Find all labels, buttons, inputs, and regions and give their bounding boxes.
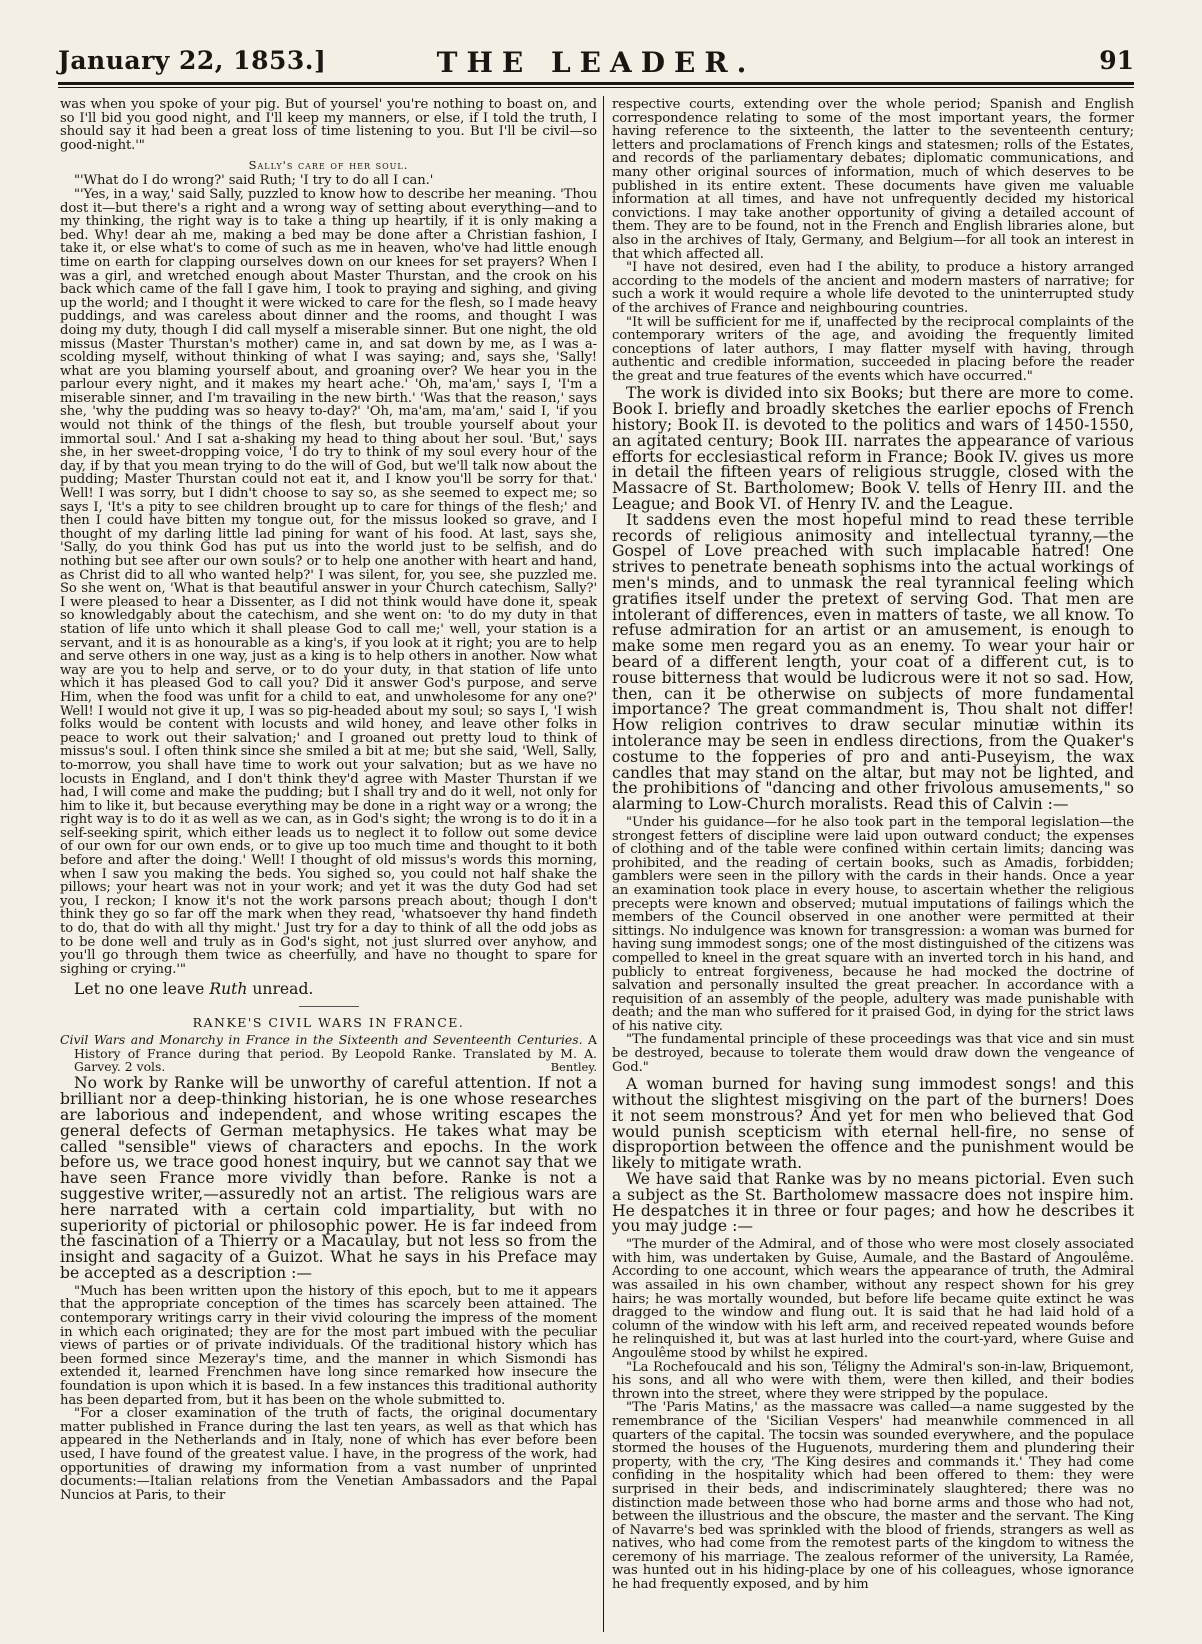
preface-quote-2: "For a closer examination of the truth of facts, the original documentary matter published in France during the last ten years, as well as that which has appeared in the Netherlands and in Italy, none of which has ever before been used, I have found of the greatest value. I have, in the progress of the work, had opportunities of drawing my information from a vast number of unprinted documents:—Italian relations from the Venetian Ambassadors and the Papal Nuncios at Paris, to their xyxy=(60,1406,597,1503)
preface-quote-4: "It will be sufficient for me if, unaffected by the reciprocal complaints of the contemporary writers of the age, and avoiding the frequently limited conceptions of later authors, I may flatter myself with having, through authentic and credible information, succeeded in placing before the reader the great and true features of the events which have occurred." xyxy=(612,314,1134,384)
issue-date: January 22, 1853.] xyxy=(58,46,327,75)
preface-quote-3: "I have not desired, even had I the ability, to produce a history arranged according to the models of the ancient and modern masters of narrative; for such a work it would require a whole life devoted to the uninterrupted study of the archives of France and neighbouring countries. xyxy=(612,260,1134,316)
article-heading-ranke: RANKE'S CIVIL WARS IN FRANCE. xyxy=(192,1015,465,1031)
preface-quote-continued: respective courts, extending over the whole period; Spanish and English correspondence relating to some of the most important years, the former having reference to the sixteenth, the latter to the seventeenth century; letters and proclamations of French kings and statesmen; rolls of the Estates, and records of the parliamentary debates; diplomatic communications, and many other original sources of information, much of which deserves to be published in its entire extent. These documents have given me valuable information at all times, and have not unfrequently decided my historical convictions. I may take another opportunity of giving a detailed account of them. They are to be found, not in the French and English libraries alone, but also in the archives of Italy, Germany, and Belgium—for all took an interest in that which affected all. xyxy=(612,98,1134,262)
left-column xyxy=(60,98,597,1635)
calvin-quote-2: "The fundamental principle of these proceedings was that vice and sin must be destroyed, because to tolerate them would draw down the vengeance of God." xyxy=(612,1032,1134,1075)
burned-woman-paragraph: A woman burned for having sung immodest songs! and this without the slightest misgiving on the part of the burners! Does it not seem monstrous? And yet for men who believed that God would punish scepticism with eternal hell-fire, no sense of disproportion between the offence and the punishment would be likely to mitigate wrath. xyxy=(612,1075,1134,1173)
article-separator xyxy=(299,1006,359,1007)
massacre-quote-3: "The 'Paris Matins,' as the massacre was called—a name suggested by the remembrance of the 'Sicilian Vespers' had meanwhile commenced in all quarters of the capital. The tocsin was sounded everywhere, and the populace stormed the houses of the Huguenots, murdering them and plundering their property, with the cry, 'The King desires and commands it.' They had come confiding in the hospitality which had been offered to them: they were surprised in their beds, and indiscriminately slaughtered; there was no distinction made between those who had borne arms and those who had not, between the illustrious and the obscure, the master and the servant. The King of Navarre's bed was sprinkled with the blood of friends, strangers as well as natives, who had come from the remotest parts of the kingdom to witness the ceremony of his marriage. The zealous reformer of the university, La Ramée, was hunted out in his hiding-place by one of his colleagues, whose ignorance he had frequently exposed, and by him xyxy=(612,1400,1134,1593)
book-citation: Civil Wars and Monarchy in France in the Sixteenth and Seventeenth Centuries. A History of France during that period. By Leopold Ranke. Translated by M. A. Garvey. 2 vols. xyxy=(60,1032,597,1075)
review-intro-paragraph: No work by Ranke will be unworthy of careful attention. If not a brilliant nor a deep-thinking historian, he is one whose researches are laborious and independent, and whose writing escapes the general defects of German metaphysics. He takes what may be called "sensible" views of characters and epochs. In the work before us, we trace good honest inquiry, but we cannot say that we have seen France more vividly than before. Ranke is not a suggestive writer,—assuredly not an artist. The religious wars are here narrated with a certain cold impartiality, but with no superiority of pictorial or philosophic power. He is far indeed from the fascination of a Thierry or a Macaulay, but not less so from the insight and sagacity of a Guizot. What he says in his Preface may be accepted as a description :— xyxy=(60,1074,597,1282)
column-divider xyxy=(603,96,604,1632)
ruth-question-paragraph: "'What do I do wrong?' said Ruth; 'I try to do all I can.' xyxy=(74,173,434,189)
massacre-quote-2: "La Rochefoucald and his son, Téligny the Admiral's son-in-law, Briquemont, his sons, and all who were with them, were then killed, and their bodies thrown into the street, where they were stripped by the populace. xyxy=(612,1359,1134,1402)
massacre-intro-paragraph: We have said that Ranke was by no means pictorial. Even such a subject as the St. Bartholomew massacre does not inspire him. He despatches it in three or four pages; and how he describes it you may judge :— xyxy=(612,1170,1134,1236)
ruth-recommendation: Let no one leave Ruth unread. xyxy=(74,980,314,999)
section-heading-sally: Sally's care of her soul. xyxy=(248,158,409,173)
books-summary-paragraph: The work is divided into six Books; but there are more to come. Book I. briefly and broadly sketches the earlier epochs of French history; Book II. is devoted to the politics and wars of 1450-1550, an agitated century; Book III. narrates the appearance of various efforts for ecclesiastical reform in France; Book IV. gives us more in detail the fifteen years of religious struggle, closed with the Massacre of St. Bartholomew; Book V. tells of Henry III. and the League; and Book VI. of Henry IV. and the League. xyxy=(612,384,1134,514)
calvin-quote-1: "Under his guidance—for he also took part in the temporal legislation—the strongest fetters of discipline were laid upon outward conduct; the expenses of clothing and of the table were confined within certain limits; dancing was prohibited, and the reading of certain books, such as Amadis, forbidden; gamblers were seen in the pillory with the cards in their hands. Once a year an examination took place in every house, to ascertain whether the religious precepts were known and observed; mutual imputations of failings which the members of the Council observed in one another were permitted at their sittings. No indulgence was known for transgression: a woman was burned for having sung immodest songs; one of the most distinguished of the citizens was compelled to kneel in the great square with an inverted torch in his hand, and publicly to entreat forgiveness, because he had mocked the doctrine of salvation and personally insulted the great preacher. In accordance with a requisition of an assembly of the people, adultery was made punishable with death; and the man who suffered for it praised God, in dying for the strict laws of his native city. xyxy=(612,814,1134,1034)
masthead-title: THE LEADER. xyxy=(436,46,756,79)
preface-quote-1: "Much has been written upon the history of this epoch, but to me it appears that the appropriate conception of the times has scarcely been attained. The contemporary writings carry in their vivid colouring the impress of the moment in which each originated; they are for the most part imbued with the peculiar views of parties or of private individuals. Of the traditional history which has been formed since Mezeray's time, and the manner in which Sismondi has extended it, learned Frenchmen have long since remarked how insecure the foundation is upon which it is based. In a few instances this traditional authority has been departed from, but it has been on the whole submitted to. xyxy=(60,1283,597,1408)
ruth-excerpt-end: was when you spoke of your pig. But of yoursel' you're nothing to boast on, and so I'll bid you good night, and I'll keep my manners, or else, if I told the truth, I should say it had been a great loss of time listening to you. But I'll be civil—so good-night.'" xyxy=(60,98,597,153)
right-column xyxy=(612,98,1134,1635)
page-header xyxy=(58,40,1134,79)
header-rule-thin xyxy=(58,87,1134,88)
header-rule-thick xyxy=(58,82,1134,85)
sally-answer-paragraph: "'Yes, in a way,' said Sally, puzzled to know how to describe her meaning. 'Thou dost it—but there's a right and a wrong way of setting about everything—and to my thinking, the right way is to take a thing up heartily, if it is only making a bed. Why! dear ah me, making a bed may be done after a Christian fashion, I take it, or else what's to come of such as me in heaven, who've had little enough time on earth for clapping ourselves down on our knees for set prayers? When I was a girl, and wretched enough about Master Thurstan, and the crook on his back which came of the fall I gave him, I took to praying and sighing, and giving up the world; and I thought it were wicked to care for the flesh, so I made heavy puddings, and was careless about dinner and the rooms, and thought I was doing my duty, though I did call myself a miserable sinner. But one night, the old missus (Master Thurstan's mother) came in, and sat down by me, as I was a-scolding myself, without thinking of what I was saying; and, says she, 'Sally! what are you blaming yourself about, and groaning over? We hear you in the parlour every night, and it makes my heart ache.' 'Oh, ma'am,' says I, 'I'm a miserable sinner, and I'm travailing in the new birth.' 'Was that the reason,' says she, 'why the pudding was so heavy to-day?' 'Oh, ma'am, ma'am,' said I, 'if you would not think of the things of the flesh, but trouble yourself about your immortal soul.' And I sat a-shaking my head to thing about her soul. 'But,' says she, in her sweet-dropping voice, 'I do try to think of my soul every hour of the day, if by that you mean trying to do the will of God, but we'll talk now about the pudding; Master Thurstan could not eat it, and I know you'll be sorry for that.' Well! I was sorry, but I didn't choose to say so, as she seemed to expect me; so says I, 'It's a pity to see children brought up to care for things of the flesh;' and then I could have bitten my tongue out, for the missus looked so grave, and I thought of my darling little lad pining for want of his food. At last, says she, 'Sally, do you think God has put us into the world just to be selfish, and do nothing but see after our own souls? or to help one another with heart and hand, as Christ did to all who wanted help?' I was silent, for, you see, she puzzled me. So she went on, 'What is that beautiful answer in your Church catechism, Sally?' I were pleased to hear a Dissenter, as I did not think would have done it, speak so knowledgably about the catechism, and she went on: 'to do my duty in that station of life unto which it shall please God to call me;' well, your station is a servant, and it is as honourable as a king's, if you look at it right; you are to help and serve others in one way, just as a king is to help others in another. Now what way are you to help and serve, or to do your duty, in that station of life unto which it has pleased God to call you? Did it answer God's purpose, and serve Him, when the food was unfit for a child to eat, and unwholesome for any one?' Well! I would not give it up, I was so pig-headed about my soul; so says I, 'I wish folks would be content with locusts and wild honey, and leave other folks in peace to work out their salvation;' and I groaned out pretty loud to think of missus's soul. I often think since she smiled a bit at me; but she said, 'Well, Sally, to-morrow, you shall have time to work out your salvation; but as we have no locusts in England, and I don't think they'd agree with Master Thurstan if we had, I will come and make the pudding; but I shall try and do it well, not only for him to like it, but because everything may be done in a right way or a wrong; the right way is to do it as well as we can, as in God's sight; the wrong is to do it in a self-seeking spirit, which either leads us to neglect it to follow out some device of our own for our own ends, or to give up too much time and thought to it both before and after the doing.' Well! I thought of old missus's words this morning, when I saw you making the beds. You sighed so, you could not half shake the pillows; your heart was not in your work; and yet it was the duty God had set you, I reckon; I know it's not the work parsons preach about; though I don't think they go so far off the mark when they read, 'whatsoever thy hand findeth to do, that do with all thy might.' Just try for a day to think of all the odd jobs as to be done well and truly as in God's sight, not just slurred over anyhow, and you'll go through them twice as cheerfully, and have no thought to spare for sighing or crying.'" xyxy=(60,186,597,977)
massacre-quote-1: "The murder of the Admiral, and of those who were most closely associated with him, was undertaken by Guise, Aumale, and the Bastard of Angoulême. According to one account, which wears the appearance of truth, the Admiral was assailed in his own chamber, without any respect shown for his grey hairs; he was mortally wounded, but before life became quite extinct he was dragged to the window and flung out. It is said that he had laid hold of a column of the window with his left arm, and received repeated wounds before he relinquished it, but was at last hurled into the court-yard, where Guise and Angoulême stood by whilst he expired. xyxy=(612,1237,1134,1361)
intolerance-paragraph: It saddens even the most hopeful mind to read these terrible records of religious animosity and intellectual tyranny,—the Gospel of Love preached with such implacable hatred! One strives to penetrate beneath sophisms into the actual workings of men's minds, and to unmask the real tyrannical feeling which gratifies itself under the pretext of serving God. That men are intolerant of differences, even in matters of taste, we all know. To refuse admiration for an artist or an amusement, is enough to make some men regard you as an enemy. To wear your hair or beard of a different length, your coat of a different cut, is to rouse bitterness that would be ludicrous were it not so sad. How, then, can it be otherwise on subjects of more fundamental importance? The great commandment is, Thou shalt not differ! How religion contrives to draw secular minutiæ within its intolerance may be seen in endless directions, from the Quaker's costume to the fopperies of pro and anti-Puseyism, the wax candles that may stand on the altar, but may not be lighted, and the prohibitions of "dancing and other frivolous amusements," so alarming to Low-Church moralists. Read this of Calvin :— xyxy=(612,510,1134,814)
book-publisher: Bentley. xyxy=(550,1060,597,1075)
page-number: 91 xyxy=(1099,46,1134,75)
